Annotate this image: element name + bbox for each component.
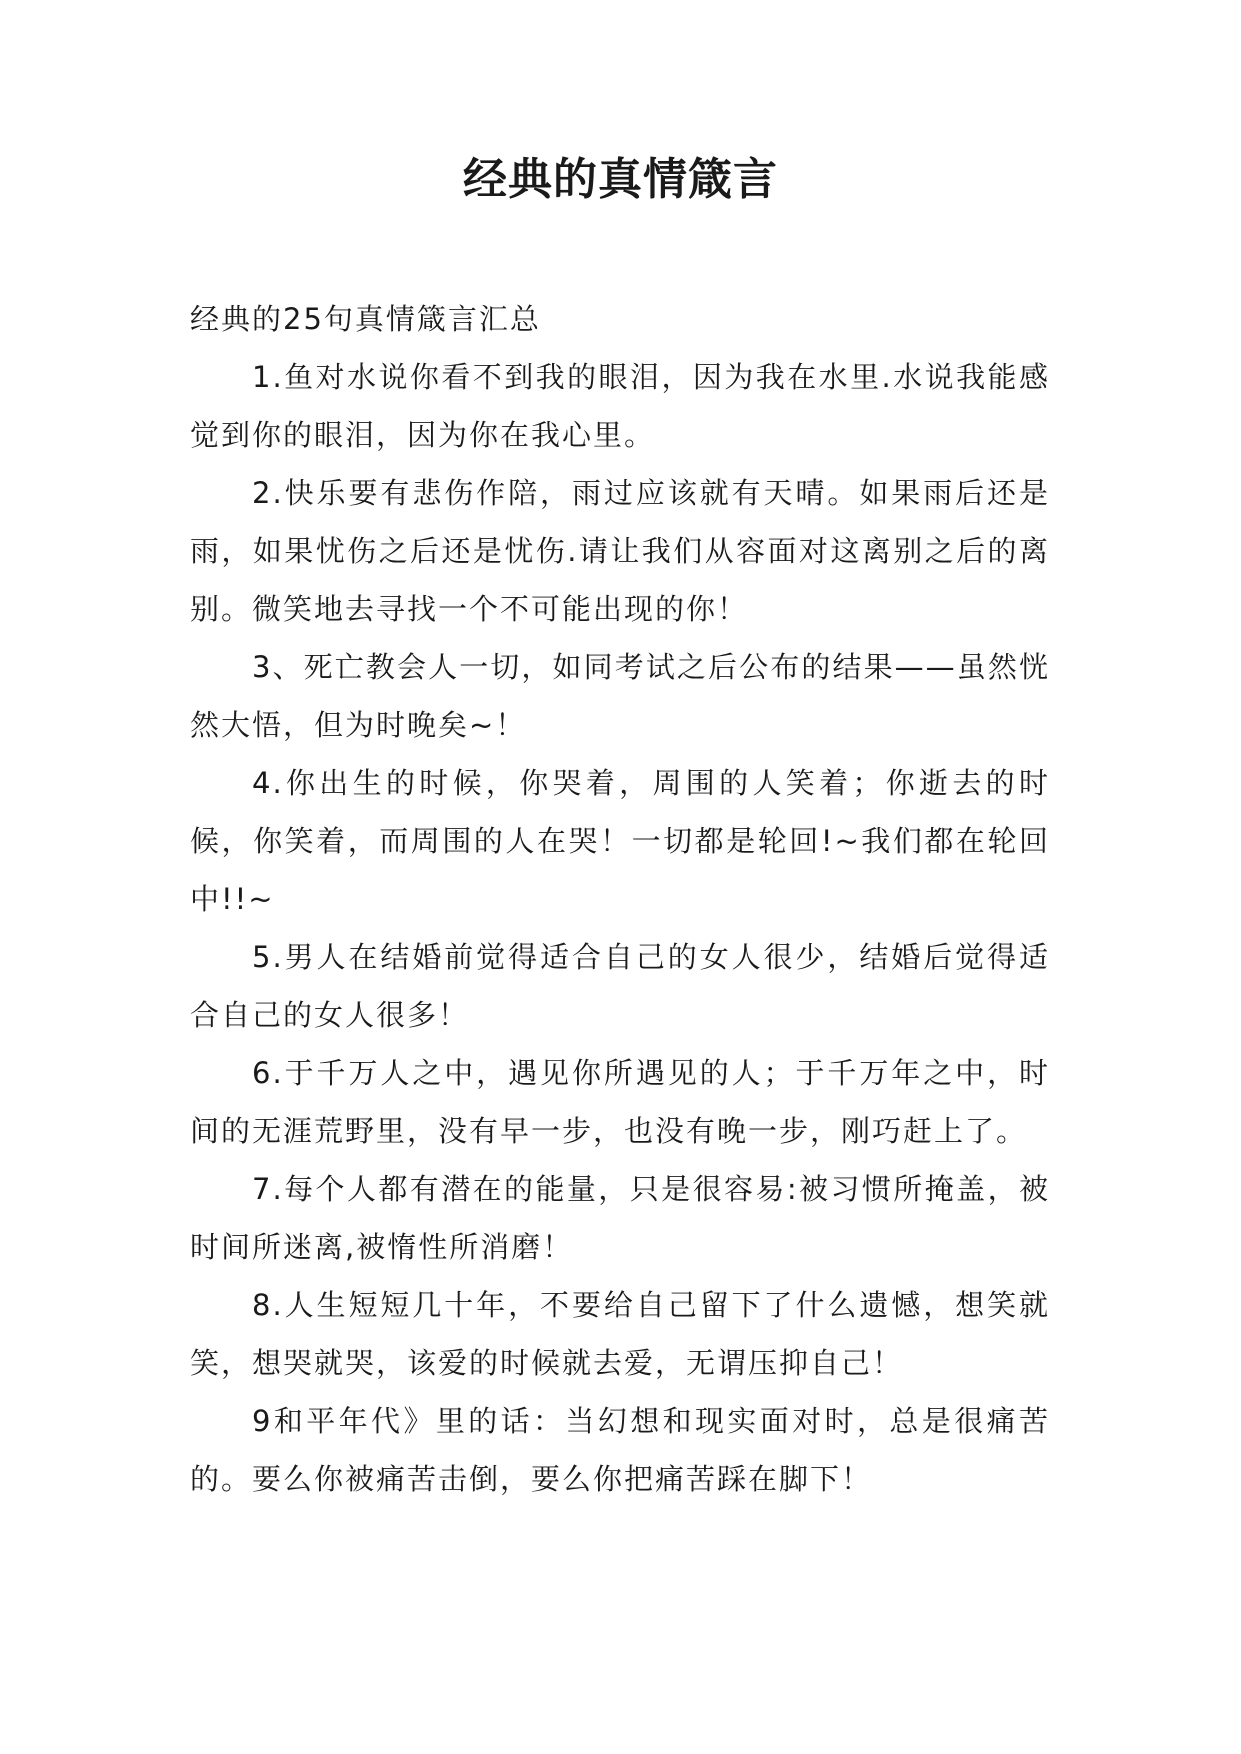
paragraph-9: 9和平年代》里的话：当幻想和现实面对时，总是很痛苦的。要么你被痛苦击倒，要么你把痛苦踩在脚下！ xyxy=(190,1404,1050,1496)
paragraph-4: 4.你出生的时候，你哭着，周围的人笑着；你逝去的时候，你笑着，而周围的人在哭！一切都是轮回!~我们都在轮回中!!~ xyxy=(190,766,1050,916)
intro-line: 经典的25句真情箴言汇总 xyxy=(190,302,541,336)
paragraph-1: 1.鱼对水说你看不到我的眼泪，因为我在水里.水说我能感觉到你的眼泪，因为你在我心里。 xyxy=(190,360,1050,452)
paragraph-5: 5.男人在结婚前觉得适合自己的女人很少，结婚后觉得适合自己的女人很多！ xyxy=(190,940,1050,1032)
document-title: 经典的真情箴言 xyxy=(463,154,778,205)
paragraph-7: 7.每个人都有潜在的能量，只是很容易:被习惯所掩盖，被时间所迷离,被惰性所消磨！ xyxy=(190,1172,1050,1264)
document-body xyxy=(190,290,1050,1508)
paragraph-2: 2.快乐要有悲伤作陪，雨过应该就有天晴。如果雨后还是雨，如果忧伤之后还是忧伤.请让我们从容面对这离别之后的离别。微笑地去寻找一个不可能出现的你！ xyxy=(190,476,1050,626)
paragraph-8: 8.人生短短几十年，不要给自己留下了什么遗憾，想笑就笑，想哭就哭，该爱的时候就去爱，无谓压抑自己！ xyxy=(190,1288,1050,1380)
paragraph-3: 3、死亡教会人一切，如同考试之后公布的结果——虽然恍然大悟，但为时晚矣~！ xyxy=(190,650,1050,742)
paragraph-6: 6.于千万人之中，遇见你所遇见的人；于千万年之中，时间的无涯荒野里，没有早一步，也没有晚一步，刚巧赶上了。 xyxy=(190,1056,1050,1148)
